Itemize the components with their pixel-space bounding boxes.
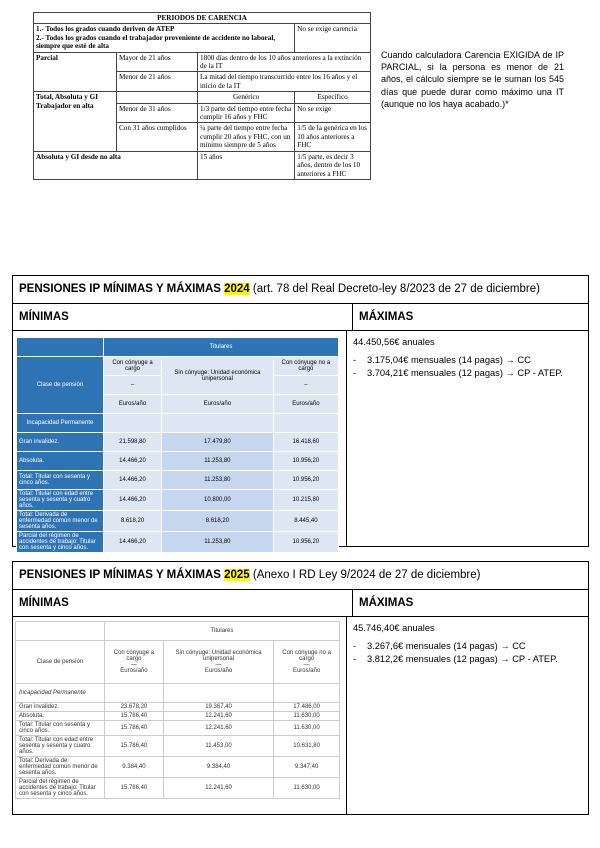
max-item-14: - 3.267,6€ mensuales (14 pagas) → CC (353, 641, 588, 651)
parcial-menor: Menor de 21 años (117, 72, 198, 92)
row-label: Total: Titular con sesenta y cinco años. (16, 721, 105, 736)
row-value: 9.384,40 (163, 757, 273, 778)
col3-header: Con cónyuge no a cargo (273, 357, 338, 376)
unit-label: Euros/año (273, 395, 338, 414)
row-label: Total: Titular con sesenta y cinco años. (17, 471, 104, 490)
carencia-row1-left: 1.- Todos los grados cuando deriven de ATEP 2.- Todos los grados cuando el trabajador proveniente de accidente no laboral, siempre que esté de alta (34, 24, 295, 52)
unit-label: Euros/año (104, 395, 162, 414)
section-2025-title (13, 562, 588, 590)
table-row (17, 433, 339, 452)
parcial-menor-val: La mitad del tiempo transcurrido entre los 16 años y el inicio de la IT (198, 72, 371, 92)
dash: – (104, 376, 162, 395)
carencia-row1-right: No se exige carencia (295, 24, 371, 52)
absoluta-especifico: 1/5 parte, es decir 3 años, dentro de los 10 anteriores a FHC (295, 151, 371, 179)
row-label: Gran invalidez. (17, 433, 104, 452)
table-row (16, 757, 340, 778)
row-value: 21.598,80 (104, 433, 162, 452)
unit-label: Euros/año (162, 395, 274, 414)
titulares-header: Titulares (104, 338, 339, 357)
section-2024 (12, 275, 589, 551)
row-value: 11.630,00 (274, 778, 340, 799)
absoluta-generico: 15 años (198, 151, 295, 179)
row-value: 12.241,60 (163, 778, 273, 799)
col3-header: Con cónyuge no a cargo — Euros/año (274, 641, 340, 684)
minimas-2025-table (15, 621, 340, 799)
mayor31-label: Con 31 años cumplidos (117, 123, 198, 151)
total-label: Total, Absoluta y GI Trabajador en alta (34, 92, 117, 151)
clase-header: Clase de pensión (17, 357, 104, 414)
col1-header: Con cónyuge a cargo — Euros/año (105, 641, 164, 684)
max-annual: 44.450,56€ anuales (353, 337, 435, 347)
row-value: 8.618,20 (104, 511, 162, 532)
row-value: 17.486,00 (274, 703, 340, 712)
absoluta-label: Absoluta y GI desde no alta (34, 151, 198, 179)
section-ip: Incapacidad Permanente (17, 414, 104, 433)
parcial-mayor-val: 1800 días dentro de los 10 años anteriores a la extinción de la IT (198, 52, 371, 72)
section-ip: Incapacidad Permanente (16, 684, 105, 703)
maximas-label: MÁXIMAS (359, 597, 414, 609)
row-value: 14.466,20 (104, 471, 162, 490)
row-value: 10.631,80 (274, 736, 340, 757)
row-value: 12.241,60 (163, 721, 273, 736)
section-2024-title (13, 276, 588, 304)
row-value: 14.466,20 (104, 452, 162, 471)
table-row (17, 511, 339, 532)
menor31-especifico: No se exige (295, 103, 371, 123)
row-value: 10.956,20 (273, 532, 338, 553)
row-value: 15.786,40 (105, 721, 164, 736)
row-value: 14.466,20 (104, 490, 162, 511)
carencia-note: Cuando calculadora Carencia EXIGIDA de IP PARCIAL, si la persona es menor de 21 años, el cálculo siempre se le suman los 545 días que puede durar como máximo una IT (aunque no los haya acabado.)* (381, 50, 564, 109)
row-value: 14.466,20 (104, 532, 162, 553)
row-value: 11.453,00 (163, 736, 273, 757)
max-annual: 45.746,40€ anuales (353, 623, 435, 633)
row-value: 16.418,60 (273, 433, 338, 452)
row-label: Parcial del régimen de accidentes de trabajo: Titular con sesenta y cinco años. (17, 532, 104, 553)
minimas-label: MÍNIMAS (13, 590, 353, 616)
generico-header: Genérico (198, 92, 295, 103)
table-row (16, 736, 340, 757)
menor31-generico: 1/3 parte del tiempo entre fecha cumplir 16 años y FHC (198, 103, 295, 123)
row-value: 17.479,80 (162, 433, 274, 452)
dash: – (273, 376, 338, 395)
minimas-2024-table (16, 337, 339, 553)
row-value: 10.215,80 (273, 490, 338, 511)
table-row (16, 721, 340, 736)
carencia-table (33, 12, 371, 180)
row-value: 11.253,80 (162, 471, 274, 490)
title-suffix: (Anexo I RD Ley 9/2024 de 27 de diciembre) (249, 569, 481, 581)
col1-header: Con cónyuge a cargo (104, 357, 162, 376)
row-label: Total: Titular con edad entre sesenta y sesenta y cuatro años. (16, 736, 105, 757)
row-value: 11.253,80 (162, 452, 274, 471)
table-row (16, 703, 340, 712)
row-value: 10.800,00 (162, 490, 274, 511)
table-row (17, 490, 339, 511)
table-row (17, 452, 339, 471)
title-year: 2024 (224, 283, 250, 295)
row-value: 15.786,40 (105, 736, 164, 757)
parcial-label: Parcial (34, 52, 117, 92)
row-value: 8.618,20 (162, 511, 274, 532)
row-label: Total: Titular con edad entre sesenta y sesenta y cuatro años. (17, 490, 104, 511)
carencia-title: PERIODOS DE CARENCIA (34, 13, 371, 24)
table-row (17, 471, 339, 490)
row-value: 15.786,40 (105, 712, 164, 721)
table-row (16, 712, 340, 721)
col2-header: Sin cónyuge: Unidad económica unipersonal — Euros/año (163, 641, 273, 684)
parcial-mayor: Mayor de 21 años (117, 52, 198, 72)
especifico-header: Específico (295, 92, 371, 103)
col2-header: Sin cónyuge: Unidad económica unipersonal (162, 357, 274, 395)
row-value: 8.445,40 (273, 511, 338, 532)
menor31-label: Menor de 31 años (117, 103, 198, 123)
row-value: 11.630,00 (274, 721, 340, 736)
max-item-12: - 3.704,21€ mensuales (12 pagas) → CP - ATEP. (353, 368, 588, 378)
table-row (17, 532, 339, 553)
title-year: 2025 (224, 569, 250, 581)
row-value: 11.630,00 (274, 712, 340, 721)
row-label: Parcial del régimen de accidentes de trabajo: Titular con sesenta y cinco años. (16, 778, 105, 799)
title-prefix: PENSIONES IP MÍNIMAS Y MÁXIMAS (19, 569, 225, 581)
row-value: 15.786,40 (105, 778, 164, 799)
row-value: 9.347,40 (274, 757, 340, 778)
row-value: 10.956,20 (273, 471, 338, 490)
row-value: 19.367,40 (163, 703, 273, 712)
row-label: Absoluta. (16, 712, 105, 721)
row-value: 9.384,40 (105, 757, 164, 778)
row-value: 23.678,20 (105, 703, 164, 712)
row-label: Total: Derivada de enfermedad común menor de sesenta años. (16, 757, 105, 778)
maximas-label: MÁXIMAS (359, 311, 414, 323)
mayor31-especifico: 1/5 de la genérica en los 10 años anteriores a FHC (295, 123, 371, 151)
table-row (16, 778, 340, 799)
title-suffix: (art. 78 del Real Decreto-ley 8/2023 de 27 de diciembre) (249, 283, 540, 295)
row-value: 12.241,60 (163, 712, 273, 721)
row-value: 11.253,80 (162, 532, 274, 553)
max-item-14: - 3.175,04€ mensuales (14 pagas) → CC (353, 355, 588, 365)
minimas-label: MÍNIMAS (13, 304, 353, 330)
row-value: 10.956,20 (273, 452, 338, 471)
mayor31-generico: ¼ parte del tiempo entre fecha cumplir 20 años y FHC, con un mínimo siempre de 5 años (198, 123, 295, 151)
row-label: Total: Derivada de enfermedad común menor de sesenta años. (17, 511, 104, 532)
section-2025 (12, 561, 589, 815)
title-prefix: PENSIONES IP MÍNIMAS Y MÁXIMAS (19, 283, 225, 295)
row-label: Gran invalidez. (16, 703, 105, 712)
clase-header: Clase de pensión (16, 641, 105, 684)
row-label: Absoluta. (17, 452, 104, 471)
max-item-12: - 3.812,2€ mensuales (12 pagas) → CP - ATEP. (353, 654, 588, 664)
titulares-header: Titulares (105, 622, 340, 641)
